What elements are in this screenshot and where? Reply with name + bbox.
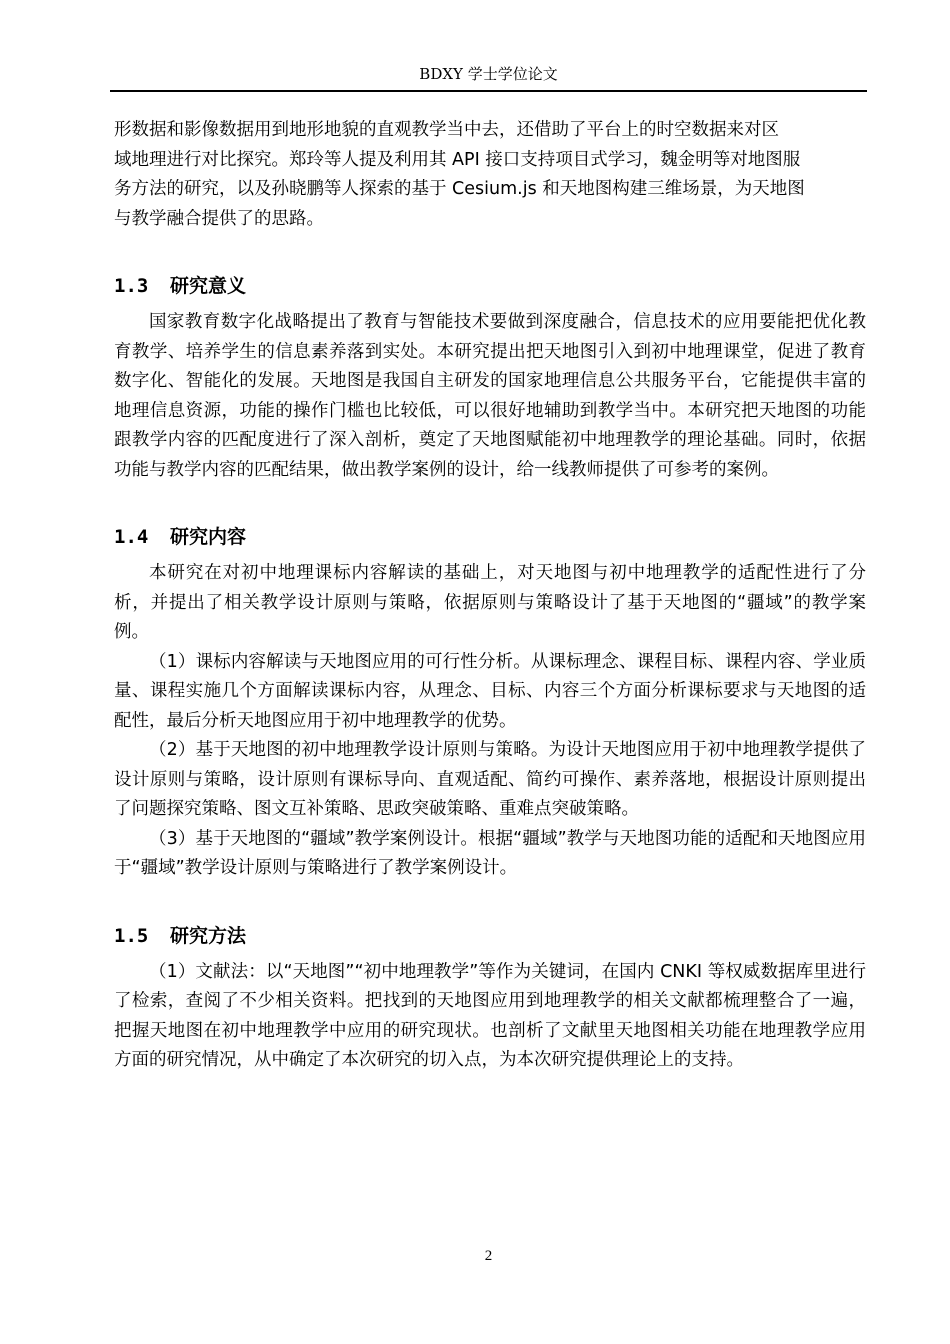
section-title: 研究意义	[170, 275, 247, 297]
intro-line: 务方法的研究，以及孙晓鹏等人探索的基于 Cesium.js 和天地图构建三维场景，为天地图	[114, 179, 805, 199]
page-body	[114, 116, 866, 1076]
section-paragraph: 国家教育数字化战略提出了教育与智能技术要做到深度融合，信息技术的应用要能把优化教育教学、培养学生的信息素养落到实处。本研究提出把天地图引入到初中地理课堂，促进了教育数字化、智能化的发展。天地图是我国自主研发的国家地理信息公共服务平台，它能提供丰富的地理信息资源，功能的操作门槛也比较低，可以很好地辅助到教学当中。本研究把天地图的功能跟教学内容的匹配度进行了深入剖析，奠定了天地图赋能初中地理教学的理论基础。同时，依据功能与教学内容的匹配结果，做出教学案例的设计，给一线教师提供了可参考的案例。	[114, 312, 866, 480]
page-number: 2	[484, 1248, 493, 1264]
list-item: （2）基于天地图的初中地理教学设计原则与策略。为设计天地图应用于初中地理教学提供了设计原则与策略，设计原则有课标导向、直观适配、简约可操作、素养落地，根据设计原则提出了问题探究策略、图文互补策略、思政突破策略、重难点突破策略。	[114, 740, 866, 819]
section-title: 研究内容	[170, 526, 247, 548]
list-item: （1）课标内容解读与天地图应用的可行性分析。从课标理念、课程目标、课程内容、学业质量、课程实施几个方面解读课标内容，从理念、目标、内容三个方面分析课标要求与天地图的适配性，最后分析天地图应用于初中地理教学的优势。	[114, 651, 866, 731]
page-header: BDXY 学士学位论文	[419, 65, 558, 83]
list-item: （1）文献法：以“天地图”“初中地理教学”等作为关键词，在国内 CNKI 等权威数据库里进行了检索，查阅了不少相关资料。把找到的天地图应用到地理教学的相关文献都梳理整合了一遍，把握天地图在初中地理教学中应用的研究现状。也剖析了文献里天地图相关功能在地理教学应用方面的研究情况，从中确定了本次研究的切入点，为本次研究提供理论上的支持。	[114, 961, 866, 1070]
header-divider	[110, 90, 867, 92]
section-heading-1-5	[114, 921, 866, 951]
section-paragraph: 本研究在对初中地理课标内容解读的基础上，对天地图与初中地理教学的适配性进行了分析，并提出了相关教学设计原则与策略，依据原则与策略设计了基于天地图的“疆域”的教学案例。	[114, 563, 866, 642]
intro-line: 形数据和影像数据用到地形地貌的直观教学当中去，还借助了平台上的时空数据来对区	[114, 120, 779, 140]
section-number: 1.3	[114, 275, 149, 297]
section-title: 研究方法	[170, 924, 247, 947]
intro-line: 域地理进行对比探究。郑玲等人提及利用其 API 接口支持项目式学习，魏金明等对地图服	[114, 149, 801, 170]
section-number: 1.4	[114, 526, 149, 548]
list-item: （3）基于天地图的“疆域”教学案例设计。根据“疆域”教学与天地图功能的适配和天地图应用于“疆域”教学设计原则与策略进行了教学案例设计。	[114, 828, 866, 878]
section-heading-1-4	[114, 522, 866, 552]
section-heading-1-3	[114, 271, 866, 301]
intro-line: 与教学融合提供了的思路。	[114, 208, 324, 229]
section-number: 1.5	[114, 924, 149, 947]
